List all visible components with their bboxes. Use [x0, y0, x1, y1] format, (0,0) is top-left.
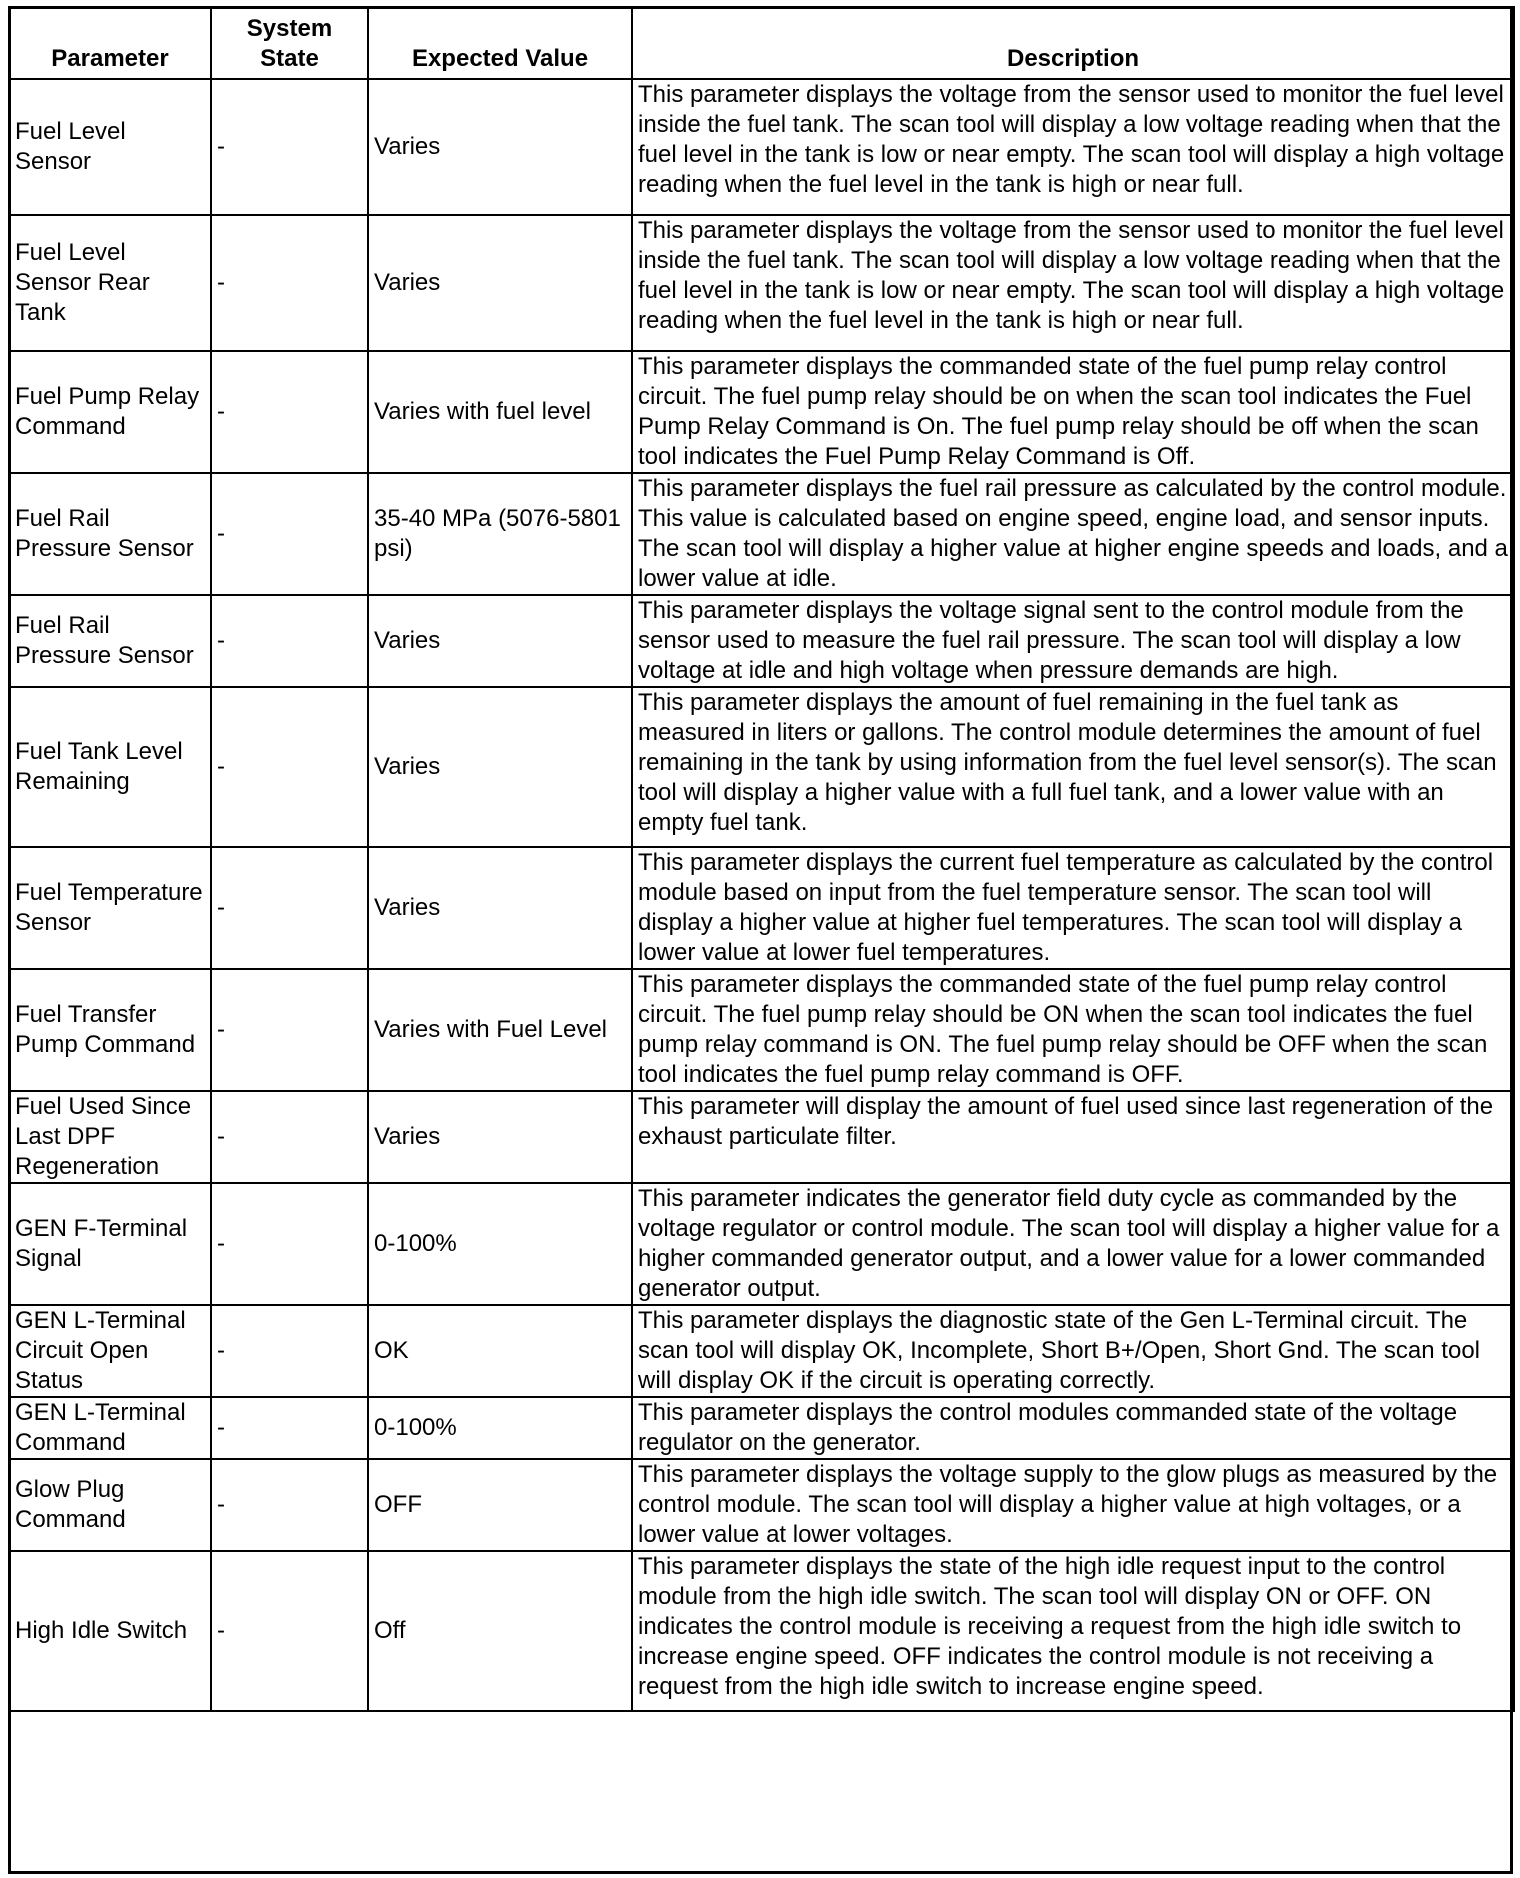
- description-cell: This parameter displays the voltage signal sent to the control module from the sensor used to measure the fuel rail pressure. The scan tool will display a low voltage at idle and high voltage when pressure demands are high.: [632, 595, 1514, 687]
- expected-value-cell: 35-40 MPa (5076-5801 psi): [368, 473, 632, 595]
- system-state-cell: -: [211, 1459, 368, 1551]
- parameter-cell: GEN L-Terminal Command: [9, 1397, 211, 1459]
- table-row: [9, 1459, 1514, 1551]
- header-description: Description: [632, 7, 1514, 79]
- table-header: [9, 7, 1514, 79]
- header-row: [9, 7, 1514, 79]
- description-cell: This parameter displays the diagnostic state of the Gen L-Terminal circuit. The scan tool will display OK, Incomplete, Short B+/Open, Short Gnd. The scan tool will display OK if the circuit is operating correctly.: [632, 1305, 1514, 1397]
- parameter-cell: Fuel Transfer Pump Command: [9, 969, 211, 1091]
- system-state-cell: -: [211, 215, 368, 351]
- description-cell: This parameter displays the voltage from the sensor used to monitor the fuel level inside the fuel tank. The scan tool will display a low voltage reading when that the fuel level in the tank is low or near empty. The scan tool will display a high voltage reading when the fuel level in the tank is high or near full.: [632, 79, 1514, 215]
- expected-value-cell: OFF: [368, 1459, 632, 1551]
- table-row: [9, 79, 1514, 215]
- system-state-cell: -: [211, 1091, 368, 1183]
- header-system-state: System State: [211, 7, 368, 79]
- parameter-cell: Fuel Pump Relay Command: [9, 351, 211, 473]
- parameter-cell: Fuel Temperature Sensor: [9, 847, 211, 969]
- parameter-cell: Fuel Level Sensor: [9, 79, 211, 215]
- system-state-cell: -: [211, 1183, 368, 1305]
- expected-value-cell: OK: [368, 1305, 632, 1397]
- table-row: [9, 687, 1514, 847]
- expected-value-cell: Varies: [368, 687, 632, 847]
- system-state-cell: -: [211, 687, 368, 847]
- description-cell: This parameter displays the commanded state of the fuel pump relay control circuit. The fuel pump relay should be on when the scan tool indicates the Fuel Pump Relay Command is On. The fuel pump relay should be off when the scan tool indicates the Fuel Pump Relay Command is Off.: [632, 351, 1514, 473]
- expected-value-cell: Varies: [368, 847, 632, 969]
- system-state-cell: -: [211, 1551, 368, 1711]
- description-cell: This parameter displays the fuel rail pressure as calculated by the control module. This value is calculated based on engine speed, engine load, and sensor inputs. The scan tool will display a higher value at higher engine speeds and loads, and a lower value at idle.: [632, 473, 1514, 595]
- system-state-cell: -: [211, 79, 368, 215]
- description-cell: This parameter displays the voltage supply to the glow plugs as measured by the control module. The scan tool will display a higher value at high voltages, or a lower value at lower voltages.: [632, 1459, 1514, 1551]
- parameter-cell: Glow Plug Command: [9, 1459, 211, 1551]
- table-row: [9, 1305, 1514, 1397]
- parameter-cell: Fuel Rail Pressure Sensor: [9, 595, 211, 687]
- description-cell: This parameter displays the commanded state of the fuel pump relay control circuit. The fuel pump relay should be ON when the scan tool indicates the fuel pump relay command is ON. The fuel pump relay should be OFF when the scan tool indicates the fuel pump relay command is OFF.: [632, 969, 1514, 1091]
- header-expected-value: Expected Value: [368, 7, 632, 79]
- parameter-cell: Fuel Rail Pressure Sensor: [9, 473, 211, 595]
- expected-value-cell: Varies: [368, 595, 632, 687]
- parameter-cell: Fuel Used Since Last DPF Regeneration: [9, 1091, 211, 1183]
- expected-value-cell: Varies with Fuel Level: [368, 969, 632, 1091]
- expected-value-cell: Varies with fuel level: [368, 351, 632, 473]
- table-row: [9, 1183, 1514, 1305]
- expected-value-cell: Varies: [368, 215, 632, 351]
- parameter-table: [8, 6, 1515, 1712]
- table-row: [9, 969, 1514, 1091]
- expected-value-cell: Varies: [368, 1091, 632, 1183]
- table-row: [9, 473, 1514, 595]
- description-cell: This parameter displays the control modules commanded state of the voltage regulator on the generator.: [632, 1397, 1514, 1459]
- table-row: [9, 1397, 1514, 1459]
- parameter-cell: GEN L-Terminal Circuit Open Status: [9, 1305, 211, 1397]
- expected-value-cell: Off: [368, 1551, 632, 1711]
- header-parameter: Parameter: [9, 7, 211, 79]
- description-cell: This parameter displays the current fuel temperature as calculated by the control module based on input from the fuel temperature sensor. The scan tool will display a higher value at higher fuel temperatures. The scan tool will display a lower value at lower fuel temperatures.: [632, 847, 1514, 969]
- table-row: [9, 215, 1514, 351]
- table-row: [9, 847, 1514, 969]
- description-cell: This parameter displays the state of the high idle request input to the control module from the high idle switch. The scan tool will display ON or OFF. ON indicates the control module is receiving a request from the high idle switch to increase engine speed. OFF indicates the control module is not receiving a request from the high idle switch to increase engine speed.: [632, 1551, 1514, 1711]
- system-state-cell: -: [211, 595, 368, 687]
- description-cell: This parameter will display the amount of fuel used since last regeneration of the exhaust particulate filter.: [632, 1091, 1514, 1183]
- system-state-cell: -: [211, 847, 368, 969]
- system-state-cell: -: [211, 351, 368, 473]
- parameter-cell: High Idle Switch: [9, 1551, 211, 1711]
- system-state-cell: -: [211, 1397, 368, 1459]
- parameter-cell: Fuel Tank Level Remaining: [9, 687, 211, 847]
- table-body: [9, 79, 1514, 1711]
- system-state-cell: -: [211, 1305, 368, 1397]
- parameter-cell: GEN F-Terminal Signal: [9, 1183, 211, 1305]
- system-state-cell: -: [211, 969, 368, 1091]
- table-row: [9, 595, 1514, 687]
- system-state-cell: -: [211, 473, 368, 595]
- table-row: [9, 1551, 1514, 1711]
- table-row: [9, 351, 1514, 473]
- expected-value-cell: Varies: [368, 79, 632, 215]
- description-cell: This parameter displays the amount of fuel remaining in the fuel tank as measured in liters or gallons. The control module determines the amount of fuel remaining in the tank by using information from the fuel level sensor(s). The scan tool will display a higher value with a full fuel tank, and a lower value with an empty fuel tank.: [632, 687, 1514, 847]
- description-cell: This parameter displays the voltage from the sensor used to monitor the fuel level inside the fuel tank. The scan tool will display a low voltage reading when that the fuel level in the tank is low or near empty. The scan tool will display a high voltage reading when the fuel level in the tank is high or near full.: [632, 215, 1514, 351]
- description-cell: This parameter indicates the generator field duty cycle as commanded by the voltage regulator or control module. The scan tool will display a higher value for a higher commanded generator output, and a lower value for a lower commanded generator output.: [632, 1183, 1514, 1305]
- expected-value-cell: 0-100%: [368, 1397, 632, 1459]
- table-row: [9, 1091, 1514, 1183]
- expected-value-cell: 0-100%: [368, 1183, 632, 1305]
- parameter-cell: Fuel Level Sensor Rear Tank: [9, 215, 211, 351]
